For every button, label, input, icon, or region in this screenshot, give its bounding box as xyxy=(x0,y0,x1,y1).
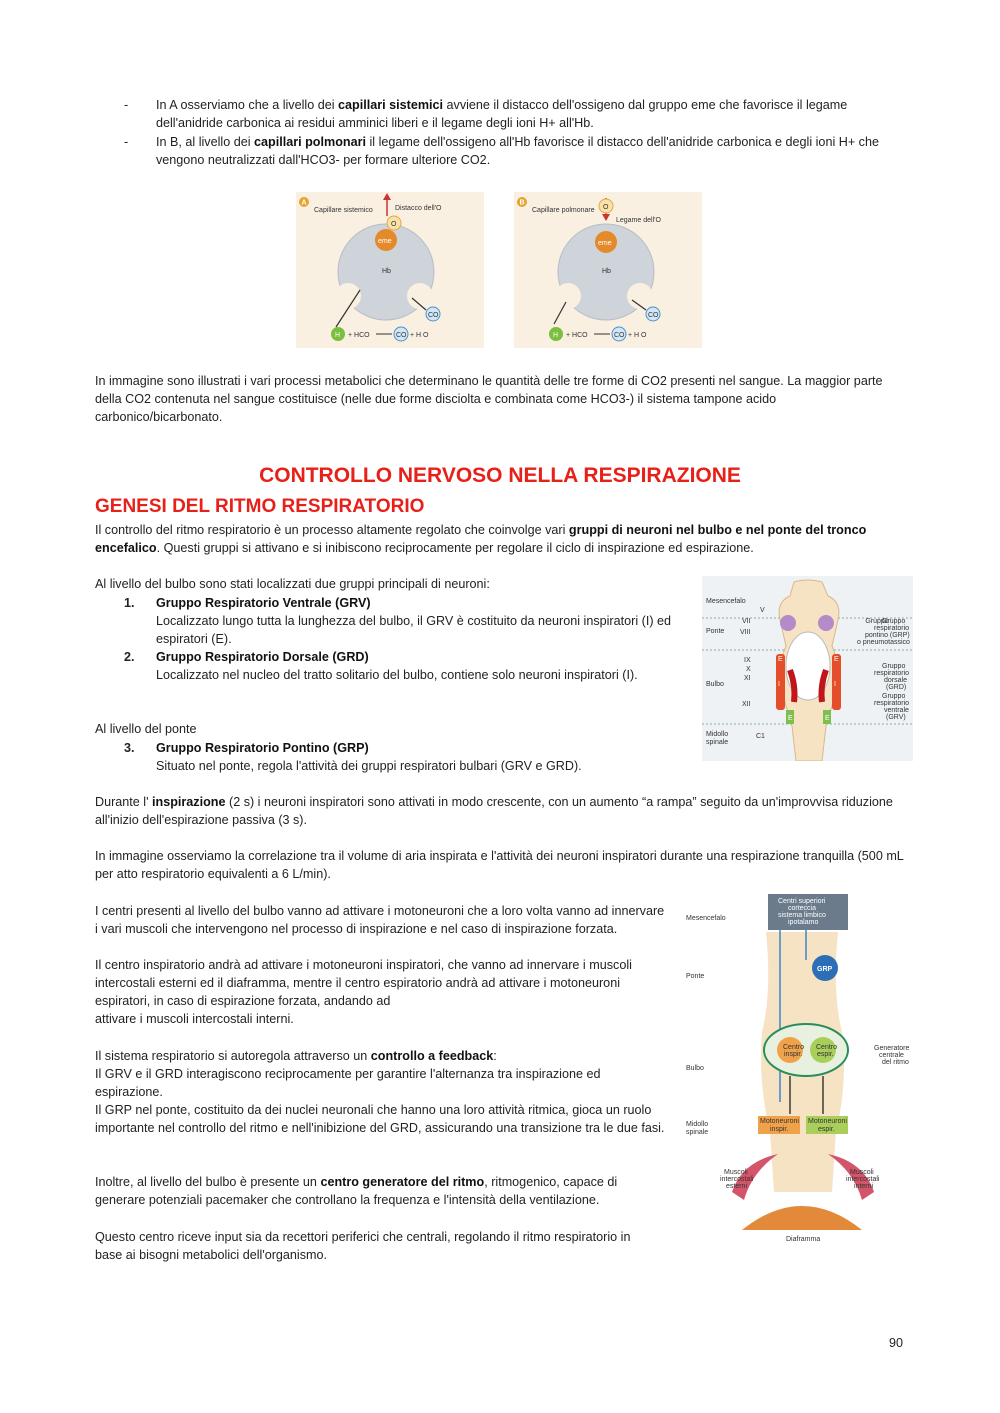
centri-paragraph-3: attivare i muscoli intercostali interni. xyxy=(95,1012,294,1026)
feedback-paragraph: Il sistema respiratorio si autoregola attraverso un controllo a feedback: xyxy=(95,1049,497,1063)
bullet-dash: - xyxy=(124,98,129,112)
inspiration-paragraph: Durante l' inspirazione (2 s) i neuroni inspiratori sono attivati in modo crescente, con un aumento “a rampa” seguito da un'improvvisa riduzione all'inizio dell'espirazione passiva (3 s). xyxy=(95,795,893,827)
svg-text:Hb: Hb xyxy=(382,268,391,275)
svg-text:XI: XI xyxy=(744,675,751,682)
centri-paragraph-1: I centri presenti al livello del bulbo vanno ad attivare i motoneuroni che a loro volta vanno ad innervare i vari muscoli che intervengono nel processo di inspirazione e nel caso di inspirazione forzata. xyxy=(95,904,665,936)
svg-text:respiratorio: respiratorio xyxy=(874,700,910,707)
group-title: Gruppo Respiratorio Pontino (GRP) xyxy=(156,741,369,755)
svg-text:respiratorio: respiratorio xyxy=(874,670,910,677)
group-title: Gruppo Respiratorio Ventrale (GRV) xyxy=(156,596,371,610)
group-title: Gruppo Respiratorio Dorsale (GRD) xyxy=(156,650,369,664)
generator-paragraph: Inoltre, al livello del bulbo è presente un centro generatore del ritmo, ritmogenico, capace di generare potenziali pacemaker che controllano la frequenza e l'intensità della ventilazione. xyxy=(95,1175,618,1207)
ponte-intro: Al livello del ponte xyxy=(95,722,197,736)
svg-text:Muscoli: Muscoli xyxy=(724,1169,748,1176)
svg-text:CO: CO xyxy=(648,312,659,319)
svg-text:pontino (GRP): pontino (GRP) xyxy=(865,632,910,639)
svg-text:intercostali: intercostali xyxy=(720,1176,754,1183)
svg-text:VII: VII xyxy=(742,618,751,625)
intro-paragraph: Il controllo del ritmo respiratorio è un processo altamente regolato che coinvolge vari gruppi di neuroni nel bulbo e nel ponte del tronco encefalico. Questi gruppi si attivano e si inibiscono reciprocamente per regolare il ciclo di inspirazione ed espirazione. xyxy=(95,523,867,555)
respiratory-control-figure xyxy=(682,892,922,1244)
svg-text:+ H O: + H O xyxy=(628,332,647,339)
svg-text:Hb: Hb xyxy=(602,268,611,275)
svg-text:Bulbo: Bulbo xyxy=(706,681,724,688)
hb-figure-b xyxy=(514,192,702,348)
group-number: 2. xyxy=(124,650,135,664)
svg-text:I: I xyxy=(834,681,836,688)
svg-text:H: H xyxy=(335,332,341,339)
svg-text:O: O xyxy=(603,204,609,211)
svg-text:Centro: Centro xyxy=(816,1044,838,1051)
volume-paragraph: In immagine osserviamo la correlazione tra il volume di aria inspirata e l'attività dei neuroni inspiratori durante una respirazione tranquilla (500 mL per atto respiratorio equivalenti a 6 L/min). xyxy=(95,849,904,881)
svg-text:+ HCO: + HCO xyxy=(566,332,588,339)
svg-text:spinale: spinale xyxy=(706,739,729,746)
svg-text:Centri superiori: Centri superiori xyxy=(778,898,826,905)
bullet-dash: - xyxy=(124,135,129,149)
svg-text:ventrale: ventrale xyxy=(884,707,909,714)
bulbo-intro: Al livello del bulbo sono stati localizzati due gruppi principali di neuroni: xyxy=(95,577,490,591)
svg-text:eme: eme xyxy=(598,240,612,247)
svg-text:+ HCO: + HCO xyxy=(348,332,370,339)
svg-text:interni: interni xyxy=(854,1183,874,1190)
svg-text:Bulbo: Bulbo xyxy=(686,1065,704,1072)
svg-text:(GRD): (GRD) xyxy=(886,684,907,691)
svg-text:Motoneuroni: Motoneuroni xyxy=(808,1118,847,1125)
feedback-paragraph-1: Il GRV e il GRD interagiscono reciprocamente per garantire l'alternanza tra inspirazione ed espirazione. xyxy=(95,1067,601,1099)
group-text: Situato nel ponte, regola l'attività dei gruppi respiratori bulbari (GRV e GRD). xyxy=(156,759,582,773)
group-grv xyxy=(156,594,676,648)
svg-text:Midollo: Midollo xyxy=(686,1121,709,1128)
svg-text:espir.: espir. xyxy=(817,1051,834,1058)
svg-text:spinale: spinale xyxy=(686,1129,709,1136)
group-grd xyxy=(156,648,676,684)
svg-text:(GRV): (GRV) xyxy=(886,714,906,721)
svg-text:Gruppo: Gruppo xyxy=(882,663,906,670)
svg-text:H: H xyxy=(553,332,559,339)
svg-text:Motoneuroni: Motoneuroni xyxy=(760,1118,799,1125)
svg-text:respiratorio: respiratorio xyxy=(874,625,910,632)
svg-text:CO: CO xyxy=(428,312,439,319)
subsection-title: GENESI DEL RITMO RESPIRATORIO xyxy=(95,496,425,517)
svg-text:Legame dell'O: Legame dell'O xyxy=(616,217,661,224)
svg-text:inspir.: inspir. xyxy=(784,1051,803,1058)
feedback-paragraph-2: Il GRP nel ponte, costituito da dei nuclei neuronali che hanno una loro attività ritmica, gioca un ruolo importante nel controllo del ritmo e nell'inibizione del GRD, assicurando una transizione tra le due fasi. xyxy=(95,1103,665,1135)
svg-text:ipotalamo: ipotalamo xyxy=(788,919,819,926)
group-text: Localizzato nel nucleo del tratto solitario del bulbo, contiene solo neuroni inspiratori (I). xyxy=(156,668,638,682)
svg-text:del ritmo: del ritmo xyxy=(882,1059,909,1066)
svg-text:o pneumotassico: o pneumotassico xyxy=(857,639,910,646)
svg-text:B: B xyxy=(519,199,525,207)
hb-figure-a xyxy=(296,192,484,348)
svg-text:I: I xyxy=(778,681,780,688)
section-title: CONTROLLO NERVOSO NELLA RESPIRAZIONE xyxy=(259,464,741,487)
svg-text:Capillare sistemico: Capillare sistemico xyxy=(314,207,373,214)
group-number: 1. xyxy=(124,596,135,610)
bullet-capillari-polmonari: In B, al livello dei capillari polmonari il legame dell'ossigeno all'Hb favorisce il distacco dell'anidride carbonica e degli ioni H+ che vengono neutralizzati dall'HCO3- per formare ulteriore CO2. xyxy=(156,135,879,167)
svg-text:IX: IX xyxy=(744,657,751,664)
svg-text:corteccia: corteccia xyxy=(788,905,817,912)
svg-text:Gruppo: Gruppo xyxy=(865,618,889,625)
svg-text:Ponte: Ponte xyxy=(686,973,705,980)
svg-text:CO: CO xyxy=(396,332,407,339)
group-number: 3. xyxy=(124,741,135,755)
group-grp xyxy=(156,739,696,775)
brainstem-figure xyxy=(702,576,913,761)
centri-paragraph-2: Il centro inspiratorio andrà ad attivare i motoneuroni inspiratori, che vanno ad innervare i muscoli intercostali esterni ed il diaframma, mentre il centro espiratorio andrà ad attivare i motoneuroni espiratori, in caso di espirazione forzata, andando ad xyxy=(95,958,632,1008)
svg-text:esterni: esterni xyxy=(726,1183,748,1190)
svg-text:eme: eme xyxy=(378,238,392,245)
svg-text:Gruppo: Gruppo xyxy=(882,618,906,625)
svg-text:VIII: VIII xyxy=(740,629,751,636)
svg-text:A: A xyxy=(301,199,307,207)
svg-text:sistema limbico: sistema limbico xyxy=(778,912,826,919)
generator-paragraph-2: Questo centro riceve input sia da recettori periferici che centrali, regolando il ritmo respiratorio in base ai bisogni metabolici dell'organismo. xyxy=(95,1230,631,1262)
svg-text:+ H O: + H O xyxy=(410,332,429,339)
svg-text:centrale: centrale xyxy=(879,1052,904,1059)
svg-text:Capillare polmonare: Capillare polmonare xyxy=(532,207,595,214)
page-number: 90 xyxy=(888,1336,903,1350)
svg-text:E: E xyxy=(788,715,793,722)
svg-text:Muscoli: Muscoli xyxy=(850,1169,874,1176)
svg-text:inspir.: inspir. xyxy=(770,1126,789,1133)
svg-text:E: E xyxy=(778,656,783,663)
co2-forms-paragraph: In immagine sono illustrati i vari processi metabolici che determinano le quantità delle tre forme di CO2 presenti nel sangue. La maggior parte della CO2 contenuta nel sangue costituisce (nelle due forme disciolta e combinata come HCO3-) il sistema tampone acido carbonico/bicarbonato. xyxy=(95,374,883,424)
svg-text:C1: C1 xyxy=(756,733,765,740)
svg-text:intercostali: intercostali xyxy=(846,1176,880,1183)
svg-text:V: V xyxy=(760,607,765,614)
svg-text:Midollo: Midollo xyxy=(706,731,729,738)
svg-text:E: E xyxy=(834,656,839,663)
svg-text:Diaframma: Diaframma xyxy=(786,1236,821,1243)
svg-text:espir.: espir. xyxy=(818,1126,835,1133)
svg-text:Centro: Centro xyxy=(783,1044,805,1051)
group-text: Localizzato lungo tutta la lunghezza del bulbo, il GRV è costituito da neuroni inspiratori (I) ed espiratori (E). xyxy=(156,614,672,646)
svg-text:dorsale: dorsale xyxy=(884,677,907,684)
svg-text:GRP: GRP xyxy=(817,966,833,973)
svg-text:Generatore: Generatore xyxy=(874,1045,910,1052)
svg-text:Gruppo: Gruppo xyxy=(882,693,906,700)
svg-text:Mesencefalo: Mesencefalo xyxy=(686,915,726,922)
svg-text:Ponte: Ponte xyxy=(706,628,725,635)
bullet-capillari-sistemici: In A osserviamo che a livello dei capillari sistemici avviene il distacco dell'ossigeno dal gruppo eme che favorisce il legame dell'anidride carbonica ai residui amminici liberi e il legame degli ioni H+ all'Hb. xyxy=(156,98,848,130)
svg-text:CO: CO xyxy=(614,332,625,339)
svg-text:Distacco dell'O: Distacco dell'O xyxy=(395,205,442,212)
svg-text:E: E xyxy=(825,715,830,722)
svg-text:O: O xyxy=(391,221,397,228)
svg-text:Mesencefalo: Mesencefalo xyxy=(706,598,746,605)
svg-text:X: X xyxy=(746,666,751,673)
svg-text:XII: XII xyxy=(742,701,751,708)
